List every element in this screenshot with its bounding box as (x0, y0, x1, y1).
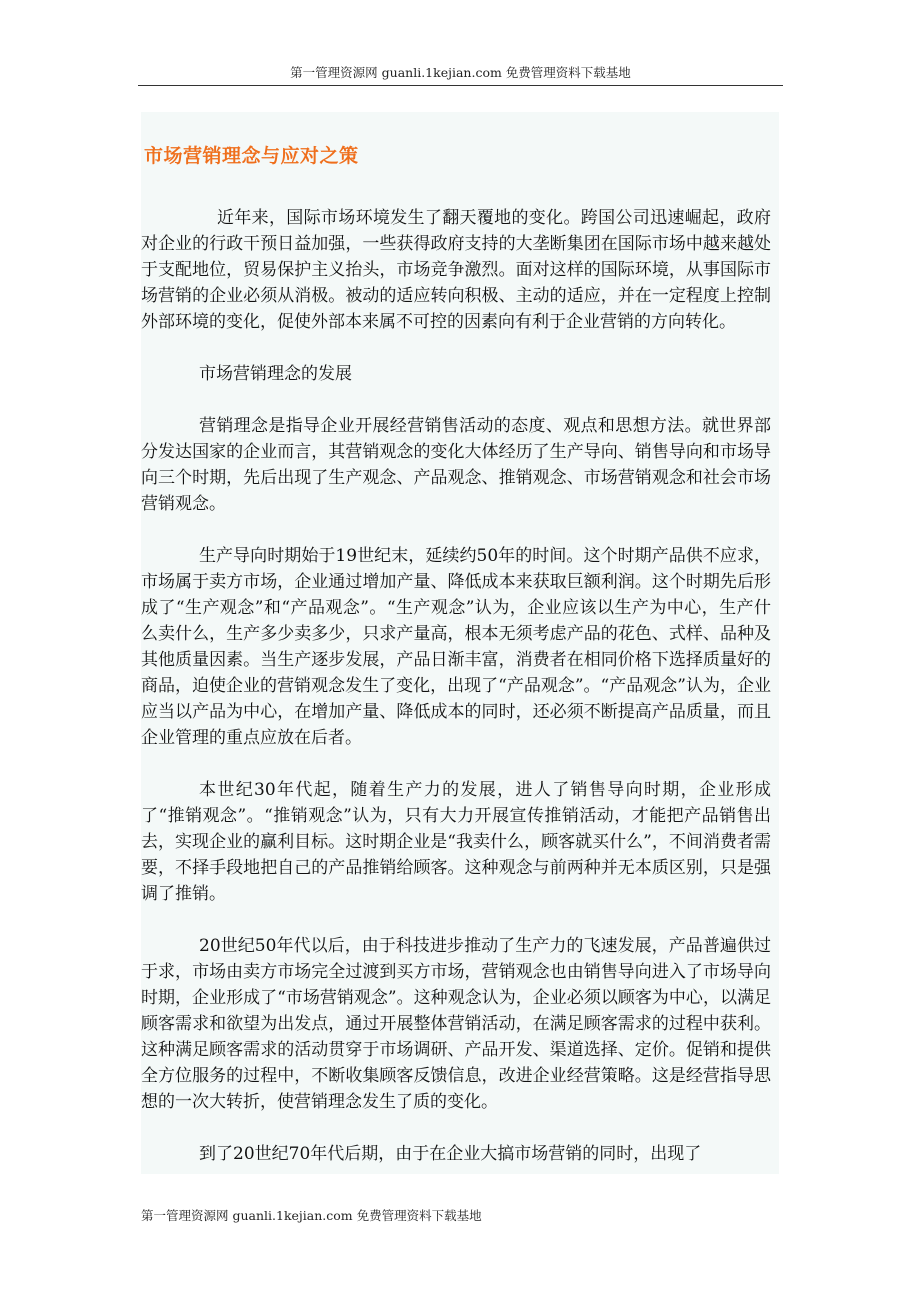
article-body (141, 205, 771, 1174)
paragraph: 本世纪30年代起，随着生产力的发展，进人了销售导向时期，企业形成了“推销观念”。“推销观念”认为，只有大力开展宣传推销活动，才能把产品销售出去，实现企业的赢利目标。这时期企业是“我卖什么，顾客就买什么”，不间消费者需要，不择手段地把自己的产品推销给顾客。这种观念与前两种并无本质区别，只是强调了推销。 (141, 780, 771, 904)
paragraph: 营销理念是指导企业开展经营销售活动的态度、观点和思想方法。就世界部分发达国家的企业而言，其营销观念的变化大体经历了生产导向、销售导向和市场导向三个时期，先后出现了生产观念、产品观念、推销观念、市场营销观念和社会市场营销观念。 (141, 416, 771, 514)
article-title: 市场营销理念与应对之策 (144, 145, 359, 167)
section-heading: 市场营销理念的发展 (199, 364, 352, 384)
paragraph: 20世纪50年代以后，由于科技进步推动了生产力的飞速发展，产品普遍供过于求，市场由卖方市场完全过渡到买方市场，营销观念也由销售导向进入了市场导向时期，企业形成了“市场营销观念”。这种观念认为，企业必须以顾客为中心，以满足顾客需求和欲望为出发点，通过开展整体营销活动，在满足顾客需求的过程中获利。这种满足顾客需求的活动贯穿于市场调研、产品开发、渠道选择、定价。促销和提供全方位服务的过程中，不断收集顾客反馈信息，改进企业经营策略。这是经营指导思想的一次大转折，使营销理念发生了质的变化。 (141, 936, 771, 1112)
header-divider (138, 85, 783, 86)
paragraph-intro: 近年来，国际市场环境发生了翻天覆地的变化。跨国公司迅速崛起，政府对企业的行政干预日益加强，一些获得政府支持的大垄断集团在国际市场中越来越处于支配地位，贸易保护主义抬头，市场竞争激烈。面对这样的国际环境，从事国际市场营销的企业必须从消极。被动的适应转向积极、主动的适应，并在一定程度上控制外部环境的变化，促使外部本来属不可控的因素向有利于企业营销的方向转化。 (141, 208, 771, 332)
article-panel (141, 112, 779, 1174)
paragraph: 到了20世纪70年代后期，由于在企业大搞市场营销的同时，出现了 (199, 1144, 702, 1164)
page-header: 第一管理资源网 guanli.1kejian.com 免费管理资料下载基地 (290, 65, 631, 80)
paragraph: 生产导向时期始于19世纪末，延续约50年的时间。这个时期产品供不应求，市场属于卖方市场，企业通过增加产量、降低成本来获取巨额利润。这个时期先后形成了“生产观念”和“产品观念”。“生产观念”认为，企业应该以生产为中心，生产什么卖什么，生产多少卖多少，只求产量高，根本无须考虑产品的花色、式样、品种及其他质量因素。当生产逐步发展，产品日渐丰富，消费者在相同价格下选择质量好的商品，迫使企业的营销观念发生了变化，出现了“产品观念”。“产品观念”认为，企业应当以产品为中心，在增加产量、降低成本的同时，还必须不断提高产品质量，而且企业管理的重点应放在后者。 (141, 546, 771, 748)
page-footer: 第一管理资源网 guanli.1kejian.com 免费管理资料下载基地 (141, 1208, 482, 1223)
